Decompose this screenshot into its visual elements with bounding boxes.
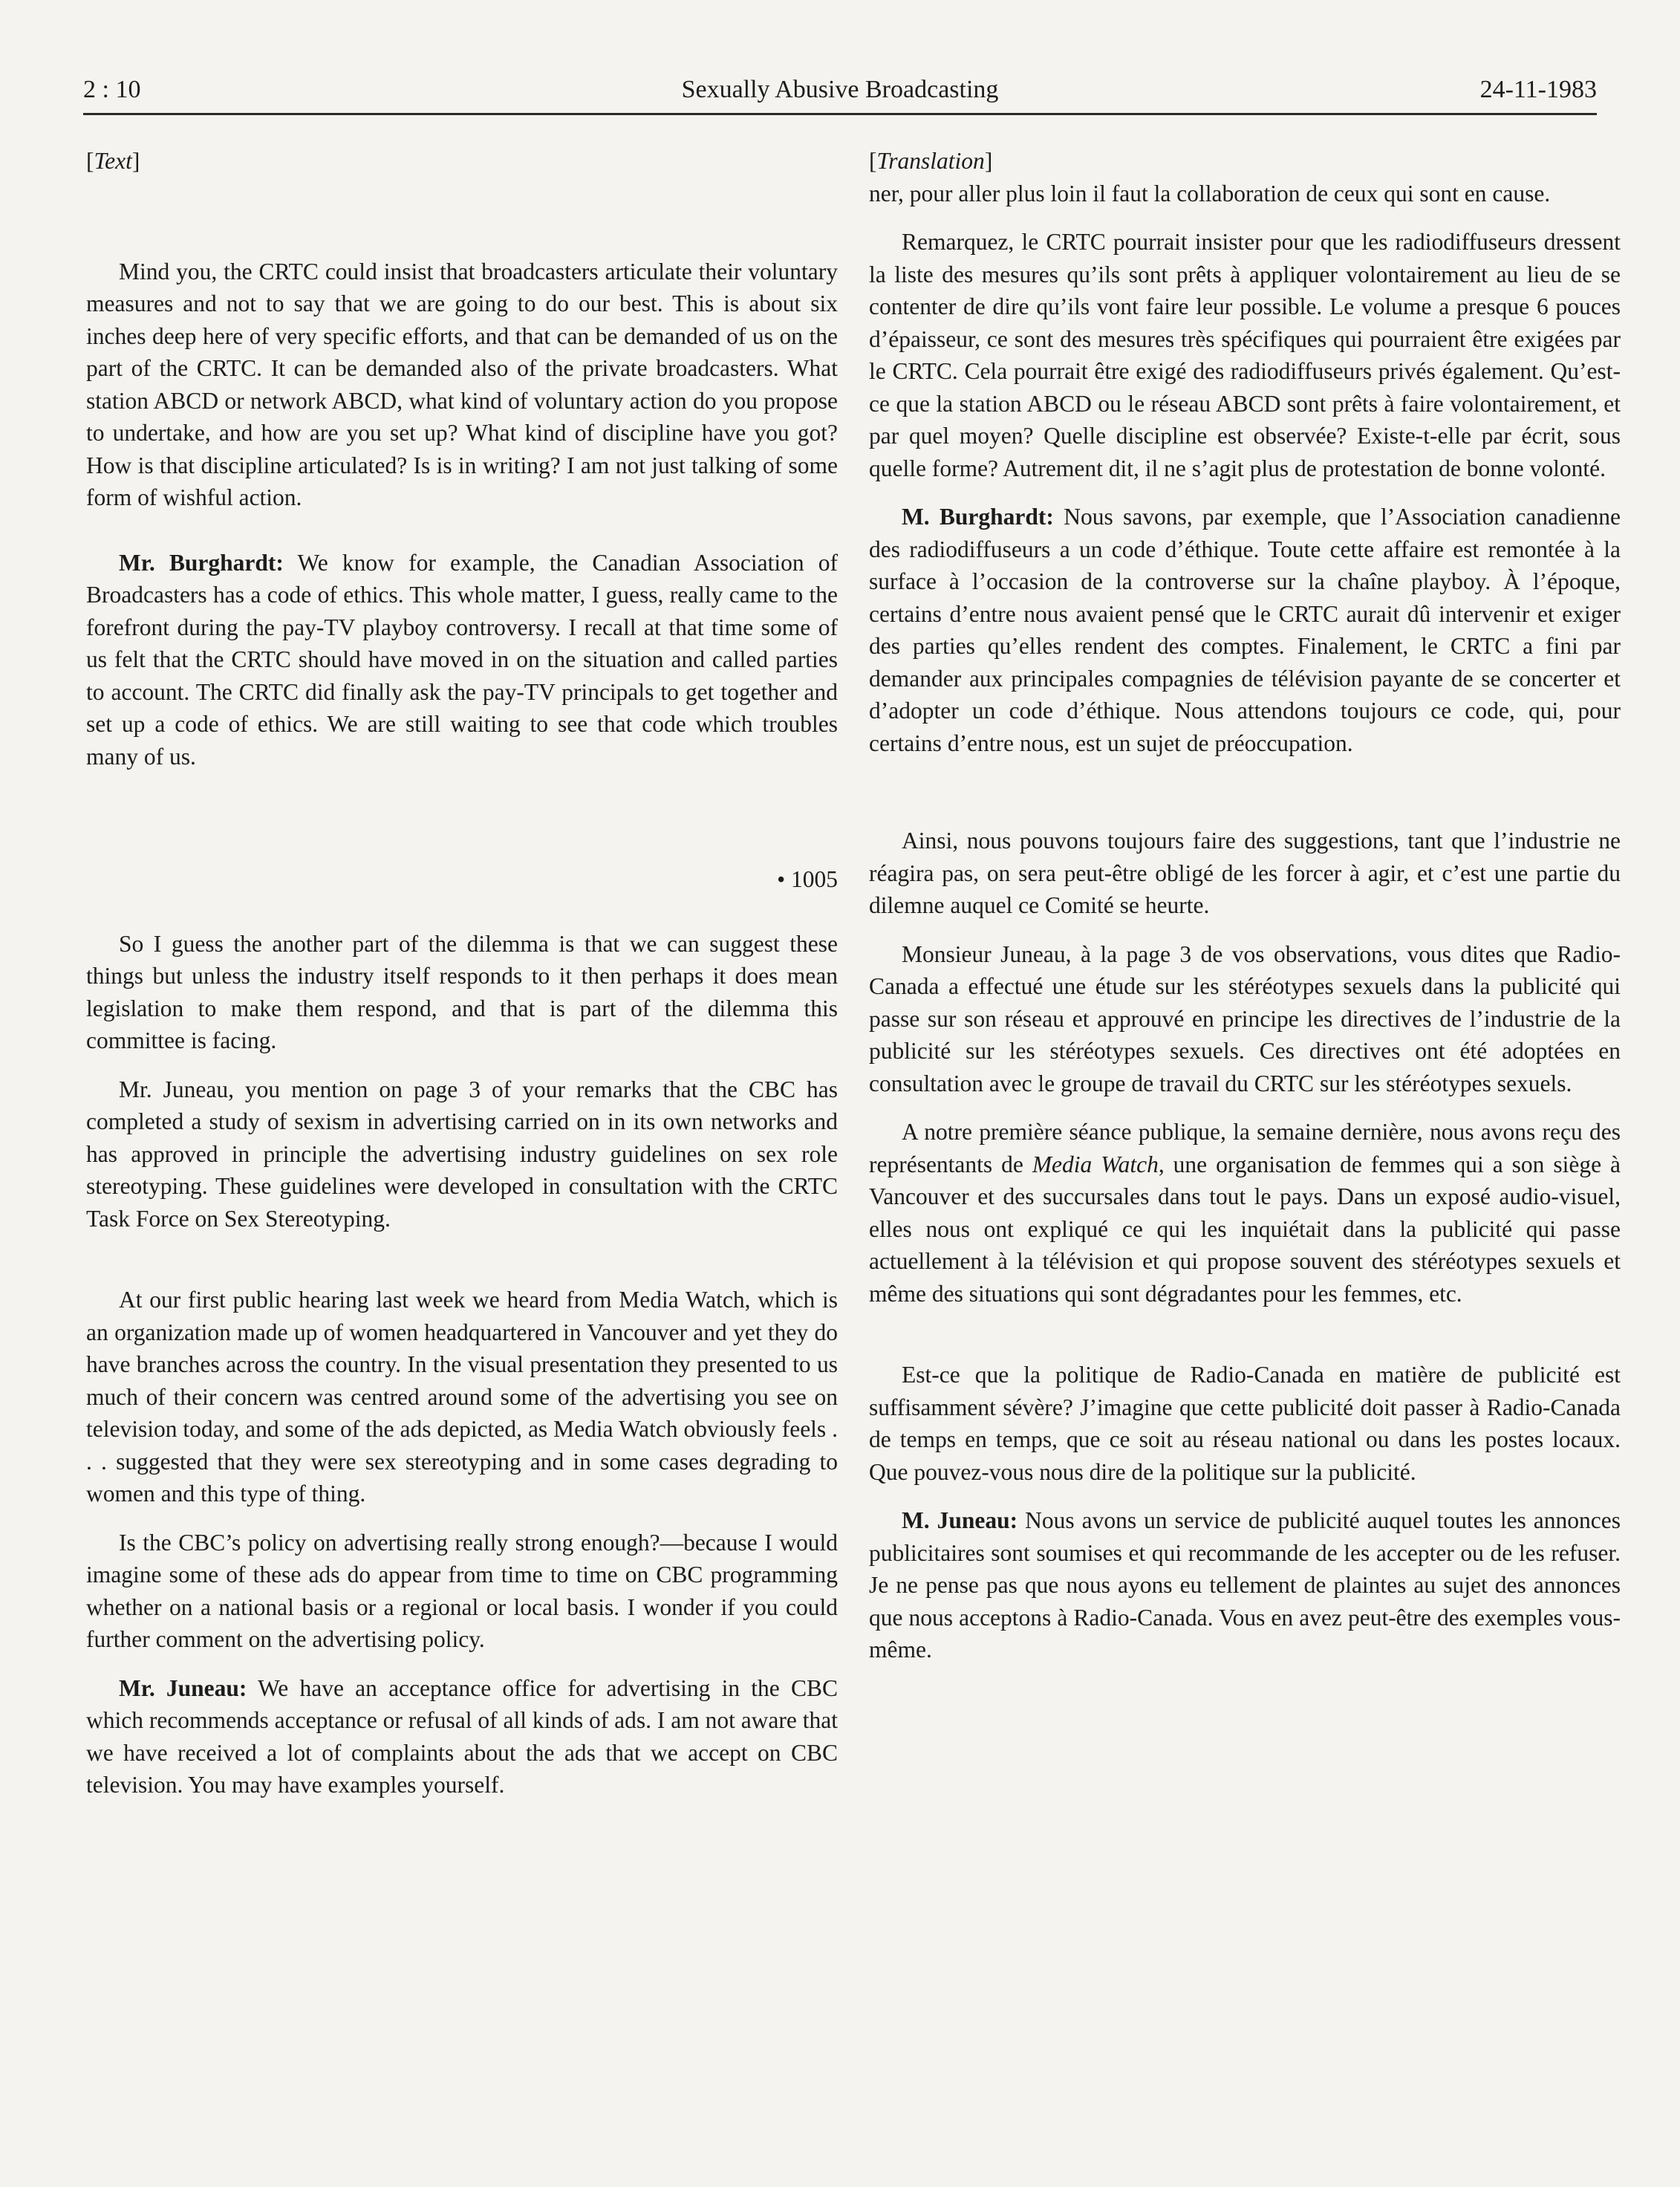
french-column [869, 145, 1621, 1666]
paragraph: Mr. Juneau, you mention on page 3 of your remarks that the CBC has completed a study of sexism in advertising carried on in its own networks and has approved in principle the advertising industry guidelines on sex role stereotyping. These guidelines were developed in consultation with the CRTC Task Force on Sex Stereotyping. [86, 1076, 838, 1232]
paragraph-text: A notre première séance publique, la semaine dernière, nous avons reçu des représentants de [869, 1119, 1621, 1177]
paragraph [869, 1504, 1621, 1666]
paragraph: Mind you, the CRTC could insist that broadcasters articulate their voluntary measures and not to say that we are going to do our best. This is about six inches deep here of very specific efforts, and that can be demanded of us on the part of the CRTC. It can be demanded also of the private broadcasters. What station ABCD or network ABCD, what kind of voluntary action do you propose to undertake, and how are you set up? What kind of discipline have you got? How is that discipline articulated? Is is in writing? I am not just talking of some form of wishful action. [86, 258, 838, 510]
paragraph: Monsieur Juneau, à la page 3 de vos observations, vous dites que Radio-Canada a effectué une étude sur les stéréotypes sexuels dans la publicité qui passe sur son réseau et approuvé en principe les directives de l’industrie de la publicité sur les stéréotypes sexuels. Ces directives ont été adoptées en consultation avec le groupe de travail du CRTC sur les stéréotypes sexuels. [869, 940, 1621, 1096]
paragraph [869, 1116, 1621, 1310]
running-title: Sexually Abusive Broadcasting [681, 76, 999, 103]
speaker-name: M. Juneau: [902, 1507, 1018, 1533]
speech-text: Nous avons un service de publicité auquel toutes les annonces publicitaires sont soumises et qui recommande de les accepter ou de les refuser. Je ne pense pas que nous ayons eu tellement de plaintes au sujet des annonces que nous acceptons à Radio-Canada. Vous en avez peut-être des exemples vous-même. [869, 1507, 1621, 1663]
speaker-name: Mr. Juneau: [119, 1674, 247, 1701]
english-column [86, 145, 838, 1801]
paragraph: Ainsi, nous pouvons toujours faire des suggestions, tant que l’industrie ne réagira pas, on sera peut-être obligé de les forcer à agir, et c’est une partie du dilemne auquel ce Comité se heurte. [869, 828, 1621, 918]
column-label-text: Text [94, 148, 132, 174]
column-label: [Translation] [869, 148, 993, 174]
paragraph: Is the CBC’s policy on advertising really strong enough?—because I would imagine some of these ads do appear from time to time on CBC programming whether on a national basis or a regional or local basis. I wonder if you could further comment on the advertising policy. [86, 1529, 838, 1652]
speech-text: We have an acceptance office for advertising in the CBC which recommends acceptance or refusal of all kinds of ads. I am not aware that we have received a lot of complaints about the ads that we accept on CBC television. You may have examples yourself. [86, 1674, 838, 1798]
column-label-text: Translation [876, 148, 985, 174]
organization-name: Media Watch [1032, 1151, 1159, 1177]
column-label: [Text] [86, 148, 140, 174]
paragraph [869, 501, 1621, 759]
paragraph: Est-ce que la politique de Radio-Canada en matière de publicité est suffisamment sévère? J’imagine que cette publicité doit passer à Radio-Canada de temps en temps, que ce soit au réseau national ou dans les postes locaux. Que pouvez-vous nous dire de la politique sur la publicité. [869, 1362, 1621, 1485]
paragraph-text: , une organisation de femmes qui a son siège à Vancouver et des succursales dans tout le pays. Dans un exposé audio-visuel, elles nous ont expliqué ce qui les inquiétait dans la publicité qui passe actuellement à la télévision et qui propose souvent des stéréotypes sexuels et même des situations qui sont dégradantes pour les femmes, etc. [869, 1151, 1621, 1307]
speech-text: We know for example, the Canadian Association of Broadcasters has a code of ethics. This whole matter, I guess, really came to the forefront during the pay-TV playboy controversy. I recall at that time some of us felt that the CRTC should have moved in on the situation and called parties to account. The CRTC did finally ask the pay-TV principals to get together and set up a code of ethics. We are still waiting to see that code which troubles many of us. [86, 549, 838, 770]
paragraph [86, 1672, 838, 1801]
speech-text: Nous savons, par exemple, que l’Association canadienne des radiodiffuseurs a un code d’éthique. Toute cette affaire est remontée à la surface à l’occasion de la controverse sur la chaîne playboy. À l’époque, certains d’entre nous avaient pensé que le CRTC aurait dû intervenir et exiger des parties qu’elles rendent des comptes. Finalement, le CRTC a fini par demander aux principales compagnies de télévision payante de se concerter et d’adopter un code d’éthique. Nous attendons toujours ce code, qui, pour certains d’entre nous, est un sujet de préoccupation. [869, 504, 1621, 756]
paragraph: At our first public hearing last week we heard from Media Watch, which is an organization made up of women headquartered in Vancouver and yet they do have branches across the country. In the visual presentation they presented to us much of their concern was centred around some of the advertising you see on television today, and some of the ads depicted, as Media Watch obviously feels . . . suggested that they were sex stereotyping and in some cases degrading to women and this type of thing. [86, 1287, 838, 1507]
page-number: 2 : 10 [83, 76, 141, 103]
speaker-name: M. Burghardt: [902, 504, 1054, 530]
page-date: 24-11-1983 [1479, 76, 1597, 103]
paragraph: ner, pour aller plus loin il faut la collaboration de ceux qui sont en cause. [869, 180, 1551, 207]
time-marker: • 1005 [777, 866, 838, 892]
paragraph: Remarquez, le CRTC pourrait insister pour que les radiodiffuseurs dressent la liste des mesures qu’ils sont prêts à appliquer volontairement au lieu de se contenter de dire qu’ils vont faire leur possible. Le volume a presque 6 pouces d’épaisseur, ce sont des mesures très spécifiques qui pourraient être exigées par le CRTC. Cela pourrait être exigé des radiodiffuseurs privés également. Qu’est-ce que la station ABCD ou le réseau ABCD sont prêts à faire volontairement, et par quel moyen? Quelle discipline est observée? Existe-t-elle par écrit, sous quelle forme? Autrement dit, il ne s’agit plus de protestation de bonne volonté. [869, 229, 1621, 481]
speaker-name: Mr. Burghardt: [119, 549, 284, 576]
page-header [83, 68, 1597, 115]
paragraph: So I guess the another part of the dilemma is that we can suggest these things but unless the industry itself responds to it then perhaps it does mean legislation to make them respond, and that is part of the dilemma this committee is facing. [86, 930, 838, 1053]
paragraph [86, 547, 838, 773]
